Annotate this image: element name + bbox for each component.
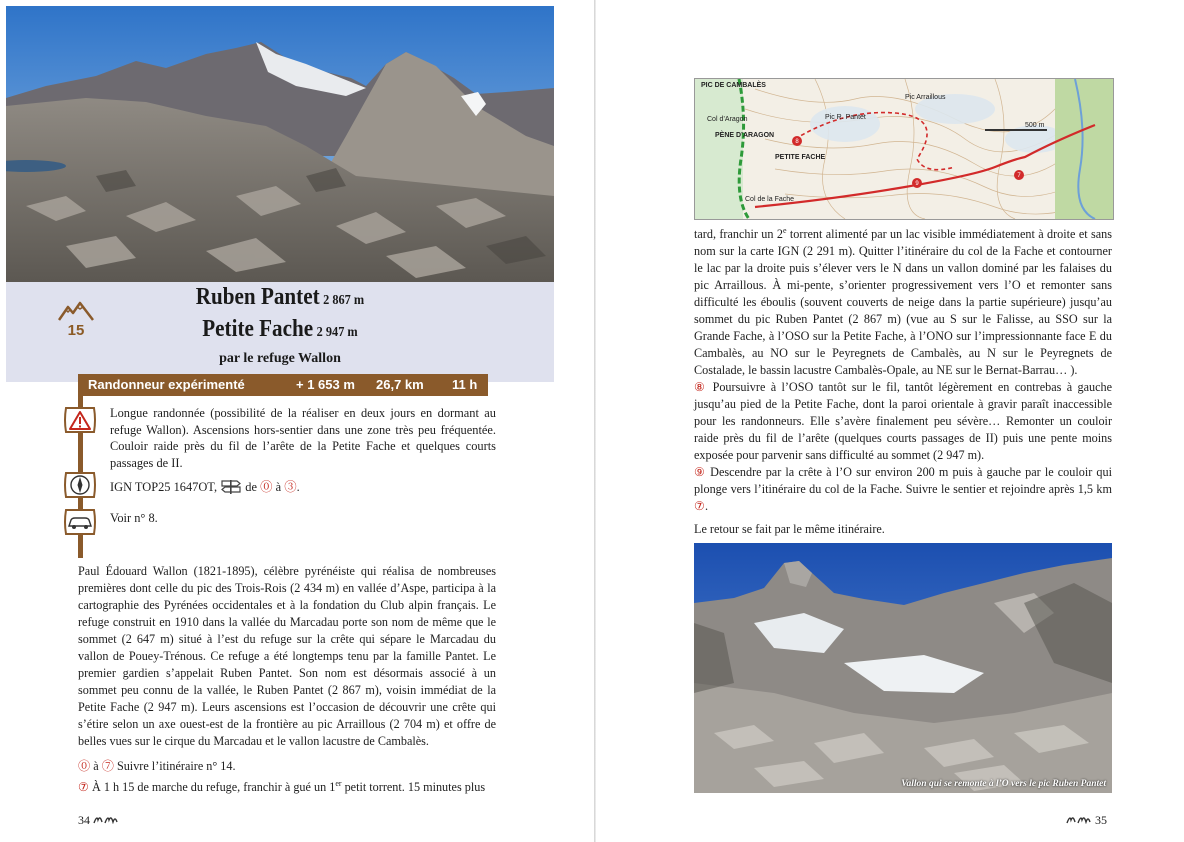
return-paragraph: Le retour se fait par le même itinéraire. <box>694 522 885 537</box>
peak-2-altitude: 2 947 m <box>316 325 358 340</box>
step-0-number: ⓪ <box>78 759 91 773</box>
page-number-left: 34 <box>78 813 90 827</box>
step-8-number: ⑧ <box>694 380 708 395</box>
map-label-col-fache: Col de la Fache <box>745 196 795 203</box>
map-ref-a: à <box>275 480 282 494</box>
mountain-icon <box>58 300 94 322</box>
map-label-cambales: PIC DE CAMBALÈS <box>701 82 766 89</box>
left-folio <box>78 813 119 828</box>
publisher-logo-right <box>1066 814 1092 824</box>
intro-paragraph: Paul Édouard Wallon (1821-1895), célèbre pyrénéiste qui réalisa de nombreuses premières dont celle du pic des Trois-Rois (2 434 m) en vallée d’Aspe, participa à la cartographie des Pyrénées occidentales et à la fondation du Club alpin français. Le refuge construit en 1910 dans la vallée du Marcadau porte son nom de même que le sommet (2 647 m) situé à l’est du refuge sur la crête qui sépare le Marcadau du vallon de Pouey-Trénous. Ce refuge a été longtemps tenu par la famille Pantet. Le premier gardien s’appelait Ruben Pantet. Son nom est désormais associé à un sommet peu connu de la vallée, le Ruben Pantet (2 867 m), voisin immédiat de la Petite Fache (2 947 m). Leurs ascensions est l’occasion de découvrir une crête qui s’étire selon un axe ouest-est de la frontière au pic Arraillous (2 704 m) et offre de belles vues sur le cirque du Marcadau et le vallon lacustre de Cambalès. <box>78 564 496 748</box>
step-7-sup: er <box>335 779 342 788</box>
map-ref-from-step: ⓪ <box>260 480 273 494</box>
step-0-text: Suivre l’itinéraire n° 14. <box>116 759 236 773</box>
valley-photo <box>694 543 1112 793</box>
step-7-text-a: À 1 h 15 de marche du refuge, franchir à gué un 1 <box>91 780 336 795</box>
warning-text: Longue randonnée (possibilité de la réaliser en deux jours en dormant au refuge Wallon). Ascensions hors-sentier dans une zone très peu fréquentée. Couloir raide près du fil de l’arête de la Petite Fache et quelques courts passages de II. <box>110 406 496 470</box>
distance: 26,7 km <box>376 377 424 392</box>
map-reference <box>110 478 496 496</box>
map-waypoint-9-label: 9 <box>915 181 919 187</box>
access-text: Voir n° 8. <box>110 511 158 525</box>
route-number: 15 <box>67 322 85 339</box>
map-label-arraillous: Pic Arraillous <box>905 94 946 101</box>
right-page <box>596 0 1184 842</box>
map-label-pene-aragon: PÈNE D’ARAGON <box>715 132 775 139</box>
map-scale-label: 500 m <box>1025 122 1045 129</box>
paragraph-continuation <box>694 222 1112 379</box>
elevation-gain: + 1 653 m <box>296 377 355 392</box>
step-7-number: ⑦ <box>78 780 89 795</box>
car-icon <box>62 506 98 538</box>
para1-sup: e <box>782 226 787 235</box>
difficulty-level: Randonneur expérimenté <box>88 377 245 392</box>
right-folio <box>1066 813 1107 828</box>
map-waypoint-7-label: 7 <box>1017 173 1021 179</box>
route-map <box>694 78 1114 220</box>
page-number-right: 35 <box>1095 813 1107 827</box>
para1-a: tard, franchir un 2 <box>694 227 783 242</box>
peak-1-name: Ruben Pantet <box>195 284 320 310</box>
difficulty-bar <box>78 374 488 396</box>
map-ref-prefix: IGN TOP25 1647OT, <box>110 480 218 494</box>
route-subtitle: par le refuge Wallon <box>219 351 341 366</box>
step-7-text-b: petit torrent. 15 minutes plus <box>341 780 486 795</box>
step-0-a: à <box>93 759 99 773</box>
duration: 11 h <box>452 377 478 392</box>
publisher-logo <box>93 814 119 824</box>
right-text-column <box>694 222 1112 538</box>
map-ref-dot: . <box>296 480 300 494</box>
title-line-2 <box>39 316 521 343</box>
map-waypoint-8-label: 8 <box>795 139 799 145</box>
map-ref-de: de <box>245 480 257 494</box>
peak-1-altitude: 2 867 m <box>323 293 365 308</box>
step-0-paragraph <box>78 758 496 775</box>
map-ref-to-step: ③ <box>284 480 297 494</box>
step-7-paragraph <box>78 775 496 796</box>
step-8-paragraph <box>694 379 1112 464</box>
map-label-col-aragon: Col d’Aragon <box>707 116 748 123</box>
step-9-text: Descendre par la crête à l’O sur environ 200 m puis à gauche par le couloir qui plonge vers l’itinéraire du col de la Fache. Suivre le sentier et rejoindre après 1,5 km <box>694 465 1112 497</box>
title-line-1 <box>39 284 521 311</box>
hero-photo <box>6 6 554 282</box>
signpost-icon <box>220 478 242 494</box>
para1-b: torrent alimenté par un lac visible immédiatement à droite et sans nom sur la carte IGN (2 291 m). Quitter l’itinéraire du col de la Fache et contourner le lac par la droite puis s’élever vers le N dans un vallon dominé par les falaises du pic Arraillous. À mi-pente, s’orienter progressivement vers l’O et remonter sans difficulté les éboulis (souvent couverts de neige dans la partie supérieure) jusqu’au sommet du pic Ruben Pantet (2 867 m) (vue au S sur le Falisse, au SSO sur la Grande Fache, à l’OSO sur la Petite Fache, à l’ONO sur l’impressionnante face E du Cambalès, au NO sur le Peyregnets de Cambalès, au N sur le Peyregnets de Costalade, le bassin lacustre Cambalès-Opale, au NE sur le Bernat-Barrau… ). <box>694 227 1112 378</box>
step-8-text: Poursuivre à l’OSO tantôt sur le fil, tantôt légèrement en contrebas à gauche jusqu’au pied de la Petite Fache, dont la paroi orientale à gravir paraît inaccessible pour les randonneurs. Elle s’avère finalement peu sévère… Remonter un couloir raide près du fil de l’arête (quelques courts passages de II) puis une pente moins exposée pour parvenir sans difficulté au sommet (2 947 m). <box>694 380 1112 463</box>
step-0-number-end: ⑦ <box>101 759 114 773</box>
map-label-pic-pantet: Pic R. Pantet <box>825 114 866 121</box>
step-9-number: ⑨ <box>694 465 707 480</box>
warning-icon <box>62 404 98 436</box>
map-label-petite-fache: PETITE FACHE <box>775 154 826 161</box>
photo-caption: Vallon qui se remonte à l’O vers le pic Ruben Pantet <box>901 779 1106 789</box>
step-9-end-number: ⑦ <box>694 499 705 514</box>
step-9-paragraph <box>694 464 1112 515</box>
step-9-dot: . <box>704 499 708 514</box>
compass-icon <box>62 469 98 501</box>
peak-2-name: Petite Fache <box>202 316 314 342</box>
